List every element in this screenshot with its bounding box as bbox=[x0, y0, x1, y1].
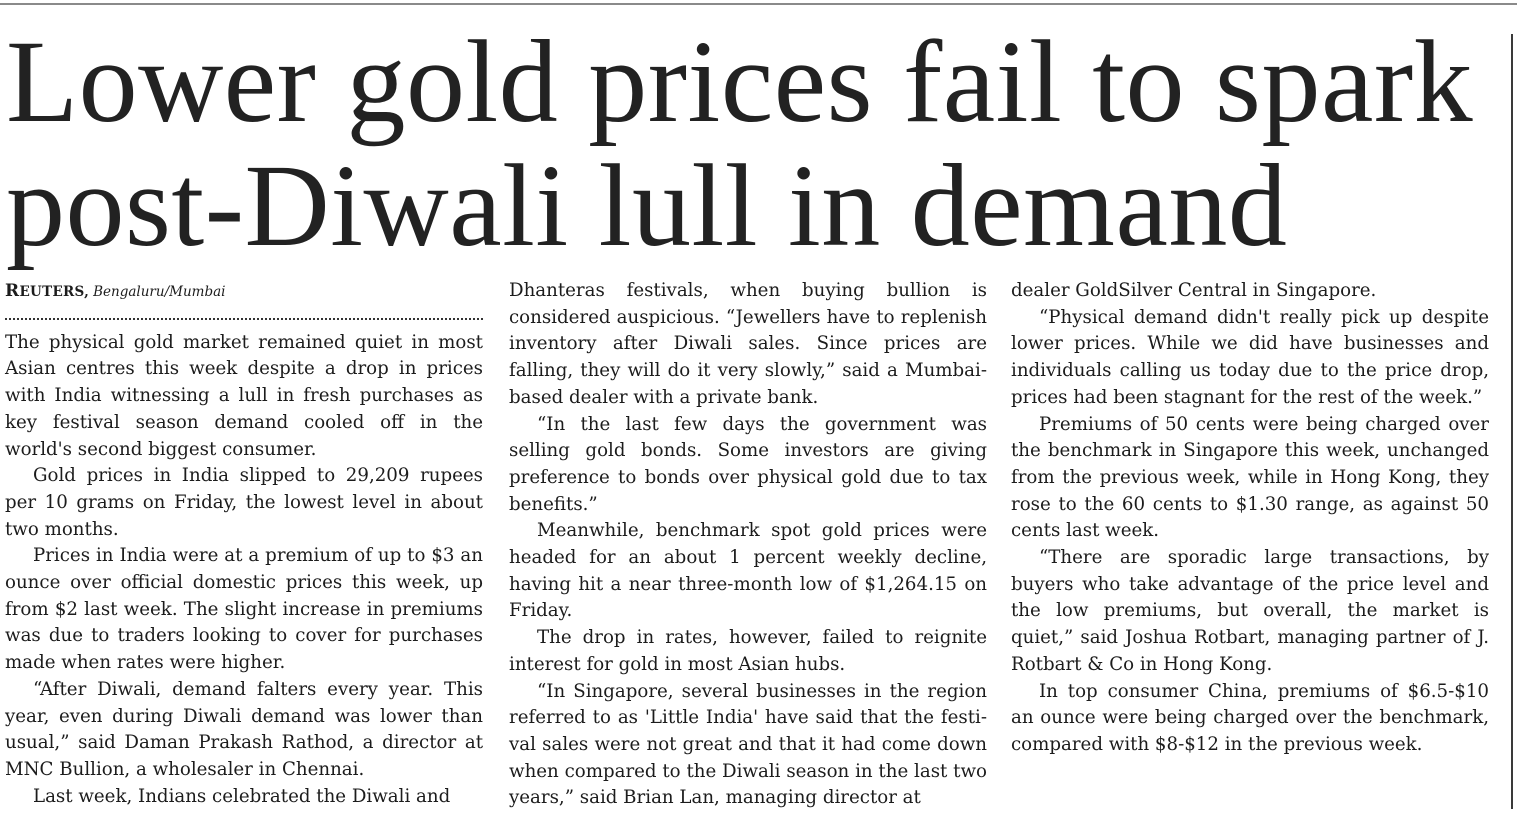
paragraph: Prices in India were at a premium of up to $3 an ounce over official domestic prices this week, up from $2 last week. The slight increase in premiums was due to traders looking to cover for purchases made when rates were higher. bbox=[5, 545, 483, 674]
byline-agency-rest: EUTERS, bbox=[19, 284, 90, 300]
paragraph: In top consumer China, premiums of $6.5-$10 an ounce were being charged over the benchmark, compared with $8-$12 in the previous week. bbox=[1011, 680, 1489, 755]
byline-location: Bengaluru/Mumbai bbox=[93, 284, 226, 300]
article-column-1 bbox=[5, 278, 483, 810]
paragraph: Meanwhile, benchmark spot gold prices were headed for an about 1 percent weekly decline, having hit a near three-month low of $1,264.15 on Friday. bbox=[509, 520, 987, 622]
paragraph: “There are sporadic large transactions, by buyers who take advantage of the price level and the low premiums, but overall, the market is quiet,” said Joshua Rotbart, managing partner of J. Rotbart & Co in Hong Kong. bbox=[1011, 547, 1489, 675]
article-column-3 bbox=[1011, 278, 1489, 759]
right-column-rule bbox=[1511, 34, 1513, 809]
paragraph: dealer GoldSilver Central in Singapore. bbox=[1011, 280, 1377, 301]
byline-agency bbox=[5, 281, 89, 301]
paragraph: Premiums of 50 cents were being charged over the benchmark in Singapore this week, unchanged from the previous week, while in Hong Kong, they rose to the 60 cents to $1.30 range, as against 50 cents last week. bbox=[1011, 413, 1489, 542]
article-column-2 bbox=[509, 278, 987, 812]
paragraph: “In Singapore, several businesses in the region referred to as 'Little India' have said that the festival sales were not great and that it had come down when compared to the Diwali season in the last two years,” said Brian Lan, managing director at bbox=[509, 680, 987, 809]
paragraph: “In the last few days the government was selling gold bonds. Some investors are giving preference to bonds over physical gold due to tax benefits.” bbox=[509, 413, 987, 515]
paragraph: Dhanteras festivals, when buying bullion is considered auspicious. “Jewellers have to replenish inventory after Diwali sales. Since prices are falling, they will do it very slowly,” said a Mumbai-based dealer with a private bank. bbox=[509, 280, 987, 408]
paragraph: The physical gold market remained quiet in most Asian centres this week despite a drop in prices with India witnessing a lull in fresh purchases as key festival season demand cooled off in the world's second biggest consumer. bbox=[5, 331, 483, 460]
paragraph: “After Diwali, demand falters every year. This year, even during Diwali demand was lower than usual,” said Daman Prakash Rathod, a director at MNC Bullion, a wholesaler in Chennai. bbox=[5, 678, 483, 780]
paragraph: Last week, Indians celebrated the Diwali and bbox=[33, 785, 451, 807]
headline: Lower gold prices fail to spark post-Diwali lull in demand bbox=[6, 16, 1474, 271]
paragraph: Gold prices in India slipped to 29,209 rupees per 10 grams on Friday, the lowest level in about two months. bbox=[5, 465, 483, 540]
top-rule bbox=[0, 3, 1517, 5]
paragraph: “Physical demand didn't really pick up despite lower prices. While we did have businesses and individuals calling us today due to the price drop, prices had been stagnant for the rest of the week.” bbox=[1011, 306, 1489, 408]
paragraph: The drop in rates, however, failed to reignite interest for gold in most Asian hubs. bbox=[509, 627, 987, 675]
byline-dotted-divider bbox=[5, 318, 483, 320]
byline-agency-initial: R bbox=[5, 281, 20, 301]
byline bbox=[5, 278, 483, 306]
